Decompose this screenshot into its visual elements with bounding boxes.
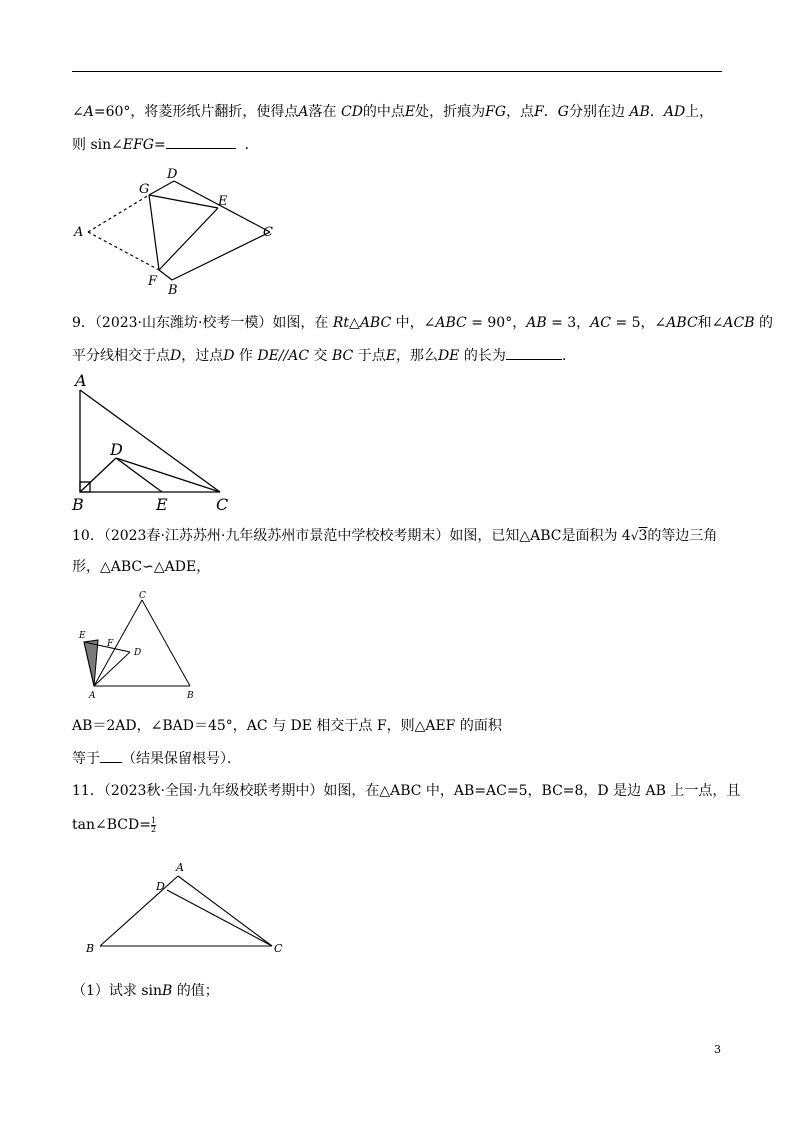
q9-line1: 9．（2023·山东潍坊·校考一模）如图，在 Rt△ABC 中，∠ABC = 90°，AB = 3，AC = 5，∠ABC和∠ACB 的 [72,315,773,331]
q8-line2: 则 sin∠EFG= ． [72,134,732,155]
label-C: C [263,225,273,240]
q10-line3: AB＝2AD，∠BAD＝45°，AC 与 DE 相交于点 F，则△AEF 的面积 [72,718,502,734]
fraction: $\frac{1}{2}$ [150,815,157,834]
header-rule [72,71,722,72]
q10-line1: 10．（2023春·江苏苏州·九年级苏州市景范中学校校考期末）如图，已知△ABC是面积为 4√3的等边三角 [72,528,718,544]
label-D: D [167,167,178,182]
page-number: 3 [714,1043,721,1056]
label-B: B [86,942,95,955]
label-D: D [156,880,165,893]
label-C: C [274,942,283,955]
label-B: B [168,283,178,298]
label-F: F [107,639,114,649]
q10-triangle-figure [72,588,202,703]
q8-rhombus-figure [70,163,290,298]
q10-line4: 等于 （结果保留根号）． [72,748,732,769]
label-A: A [89,691,96,701]
q11-line1: 11．（2023秋·全国·九年级校联考期中）如图，在△ABC 中，AB=AC=5，BC=8，D 是边 AB 上一点，且 [72,783,741,799]
q9-right-triangle-figure [70,370,240,515]
label-B: B [187,691,194,701]
q8-line1: ∠A=60°，将菱形纸片翻折，使得点A落在 CD的中点E处，折痕为FG，点F．G分别在边 AB．AD上， [72,104,714,120]
label-A: A [74,225,84,240]
label-G: G [139,182,150,197]
label-C: C [139,591,146,601]
label-E: E [156,495,168,514]
label-A: A [75,371,87,390]
label-D: D [134,648,142,658]
label-F: F [148,274,158,289]
label-B: B [72,495,84,514]
label-A: A [176,861,184,874]
q11-triangle-figure [80,858,295,958]
q11-line2: tan∠BCD= $\frac{1}{2}$ [72,815,157,834]
label-E: E [79,631,86,641]
answer-blank[interactable] [166,134,236,149]
q9-line2: 平分线相交于点D，过点D 作 DE//AC 交 BC 于点E，那么DE 的长为 . [72,345,732,366]
q11-sub1: （1）试求 sinB 的值； [72,983,219,999]
label-D: D [110,440,123,459]
q10-line2: 形，△ABC∽△ADE， [72,559,211,575]
answer-blank[interactable] [100,748,122,763]
answer-blank[interactable] [506,345,562,360]
label-C: C [216,495,229,514]
label-E: E [218,194,228,209]
